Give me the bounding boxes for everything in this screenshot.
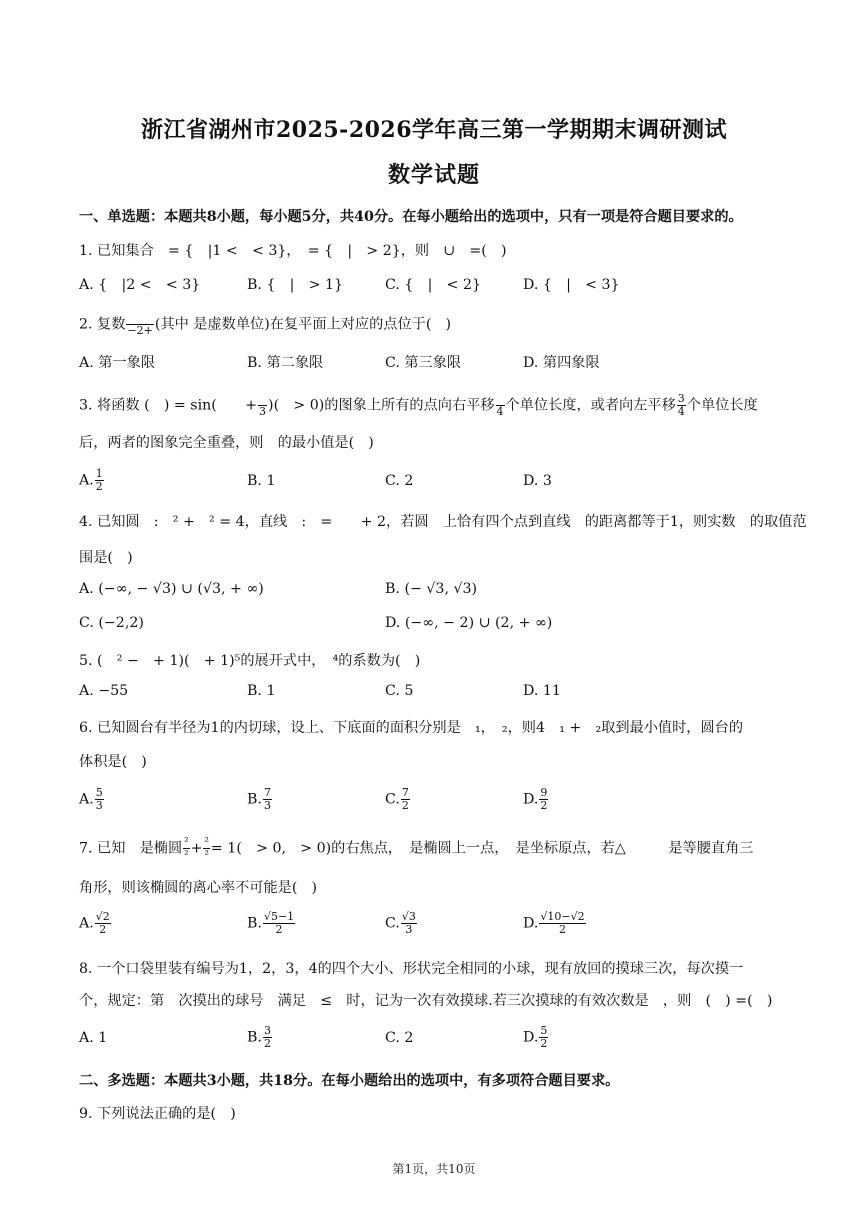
question-7-line-1	[79, 836, 753, 861]
question-3-fraction-3-den: 3	[259, 405, 267, 418]
question-7-option-d-fraction	[539, 911, 585, 936]
question-8-option-b-den: 2	[263, 1037, 271, 1050]
question-6-option-d	[523, 787, 549, 812]
question-7-option-c	[385, 911, 418, 936]
question-3-option-a-den: 2	[95, 480, 103, 493]
question-3-option-a-label: A.	[79, 472, 94, 489]
question-7-option-c-num: √3	[401, 910, 416, 923]
question-7-fraction-x-den: ²	[184, 848, 189, 861]
question-8-option-b-num: 3	[263, 1024, 271, 1037]
question-5-option-d: D. 11	[523, 683, 561, 699]
question-3-option-d: D. 3	[523, 473, 552, 489]
question-6-line-1: 6. 已知圆台有半径为1的内切球，设上、下底面的面积分别是 ₁， ₂，则4 ₁ + ₂取到最小值时，圆台的	[79, 720, 744, 736]
question-1-option-d: D. { | < 3}	[523, 277, 620, 293]
question-7-fraction-x	[183, 836, 189, 861]
question-8-option-d	[523, 1025, 549, 1050]
question-7-option-d-num: √10−√2	[540, 910, 585, 923]
question-5-option-c: C. 5	[385, 683, 414, 699]
question-6-option-b-num: 7	[263, 786, 271, 799]
question-2-stem-post: (其中 是虚数单位)在复平面上对应的点位于( )	[154, 316, 452, 333]
question-7-option-a	[79, 911, 112, 936]
question-3-fraction-4-den: 4	[496, 405, 504, 418]
question-8-option-d-fraction	[539, 1025, 548, 1050]
question-6-option-d-label: D.	[523, 791, 539, 808]
question-3-line-2: 后，两者的图象完全重叠，则 的最小值是( )	[79, 435, 374, 451]
question-7-text-b: = 1( > 0, > 0)的右焦点， 是椭圆上一点， 是坐标原点，若△ 是等腰直角三	[210, 840, 754, 857]
question-2-option-c: C. 第三象限	[385, 355, 462, 371]
question-6-option-d-den: 2	[540, 799, 548, 812]
question-7-fraction-x-num: ²	[184, 835, 189, 848]
question-1-option-b: B. { | > 1}	[247, 277, 344, 293]
exam-title: 浙江省湖州市2025-2026学年高三第一学期期末调研测试	[140, 117, 728, 143]
question-2-option-d: D. 第四象限	[523, 355, 600, 371]
question-3-fraction-3pi-4	[677, 393, 686, 418]
question-7-plus: +	[190, 840, 203, 857]
question-6-option-a-num: 5	[95, 786, 103, 799]
question-8-option-d-label: D.	[523, 1029, 539, 1046]
question-7-option-b-num: √5−1	[263, 910, 295, 923]
question-8-option-b-label: B.	[247, 1029, 262, 1046]
question-2-option-b: B. 第二象限	[247, 355, 324, 371]
question-6-option-a-label: A.	[79, 791, 94, 808]
question-7-option-b-label: B.	[247, 915, 262, 932]
question-7-option-d-den: 2	[559, 923, 566, 936]
question-8-option-c: C. 2	[385, 1030, 414, 1046]
question-7-fraction-y-den: ²	[204, 848, 209, 861]
section-1-heading: 一、单选题：本题共8小题，每小题5分，共40分。在每小题给出的选项中，只有一项是符合题目要求的。	[79, 209, 743, 225]
question-6-option-d-num: 9	[540, 786, 548, 799]
question-6-option-a-den: 3	[95, 799, 103, 812]
question-6-line-2: 体积是( )	[79, 754, 147, 770]
question-7-option-b	[247, 911, 296, 936]
question-7-fraction-y	[203, 836, 209, 861]
question-3-fraction-34-num: 3	[677, 392, 685, 405]
question-7-option-d	[523, 911, 587, 936]
question-6-option-b-den: 3	[263, 799, 271, 812]
question-8-option-d-num: 5	[540, 1024, 548, 1037]
question-1-stem: 1. 已知集合 = { |1 < < 3}， = { | > 2}，则 ∪ =( )	[79, 243, 507, 259]
question-3-option-a	[79, 468, 105, 493]
question-7-fraction-y-num: ²	[204, 835, 209, 848]
question-3-text-a: 3. 将函数 ( ) = sin( +	[79, 397, 258, 414]
question-7-option-b-fraction	[263, 911, 295, 936]
question-7-option-b-den: 2	[275, 923, 283, 936]
question-3-fraction-pi-4	[496, 393, 505, 418]
question-4-option-d: D. (−∞, − 2) ∪ (2, + ∞)	[385, 615, 553, 631]
question-8-line-1: 8. 一个口袋里装有编号为1，2，3，4的四个大小、形状完全相同的小球，现有放回的摸球三次，每次摸一	[79, 961, 744, 977]
question-6-option-c-num: 7	[401, 786, 409, 799]
question-2-option-a: A. 第一象限	[79, 355, 156, 371]
exam-subtitle: 数学试题	[387, 162, 480, 188]
page-footer: 第1页，共10页	[392, 1162, 476, 1176]
question-4-line-1: 4. 已知圆 : ² + ² = 4，直线 : = + 2，若圆 上恰有四个点到直线 的距离都等于1，则实数 的取值范	[79, 514, 807, 530]
question-8-line-2: 个，规定：第 次摸出的球号 满足 ≤ 时，记为一次有效摸球.若三次摸球的有效次数是 ，则 ( ) =( )	[79, 993, 773, 1009]
question-4-option-a: A. (−∞, − √3) ∪ (√3, + ∞)	[79, 581, 264, 597]
question-3-line-1	[79, 393, 758, 418]
question-7-option-a-fraction	[95, 911, 111, 936]
question-7-option-c-den: 3	[405, 923, 413, 936]
question-3-option-c: C. 2	[385, 473, 414, 489]
question-2-fraction	[126, 312, 153, 337]
question-7-line-2: 角形，则该椭圆的离心率不可能是( )	[79, 880, 318, 896]
question-6-option-d-fraction	[539, 787, 548, 812]
question-6-option-b-label: B.	[247, 791, 262, 808]
question-3-option-b: B. 1	[247, 473, 276, 489]
question-6-option-c-label: C.	[385, 791, 400, 808]
question-7-text-a: 7. 已知 是椭圆	[79, 840, 183, 857]
question-7-option-a-label: A.	[79, 915, 94, 932]
question-6-option-c-fraction	[401, 787, 410, 812]
question-2-stem	[79, 312, 451, 337]
question-6-option-b-fraction	[263, 787, 272, 812]
question-3-text-d: 个单位长度	[686, 397, 758, 414]
question-8-option-a: A. 1	[79, 1030, 108, 1046]
section-2-heading: 二、多选题：本题共3小题，共18分。在每小题给出的选项中，有多项符合题目要求。	[79, 1073, 620, 1089]
question-1-option-a: A. { |2 < < 3}	[79, 277, 201, 293]
question-7-option-d-label: D.	[523, 915, 539, 932]
question-7-option-a-den: 2	[99, 923, 107, 936]
question-4-line-2: 围是( )	[79, 550, 133, 566]
question-6-option-c	[385, 787, 411, 812]
question-2-stem-pre: 2. 复数	[79, 316, 126, 333]
question-6-option-b	[247, 787, 273, 812]
question-4-option-c: C. (−2,2)	[79, 615, 144, 631]
question-6-option-c-den: 2	[401, 799, 409, 812]
question-8-option-b-fraction	[263, 1025, 272, 1050]
question-4-option-b: B. (− √3, √3)	[385, 581, 478, 597]
question-5-option-a: A. −55	[79, 683, 129, 699]
question-8-option-d-den: 2	[540, 1037, 548, 1050]
question-6-option-a	[79, 787, 105, 812]
question-9-stem: 9. 下列说法正确的是( )	[79, 1106, 236, 1122]
question-5-option-b: B. 1	[247, 683, 276, 699]
question-3-text-c: 个单位长度，或者向左平移	[505, 397, 676, 414]
question-1-option-c: C. { | < 2}	[385, 277, 482, 293]
question-3-option-a-num: 1	[95, 467, 103, 480]
question-7-option-c-label: C.	[385, 915, 400, 932]
question-3-fraction-34-den: 4	[677, 405, 685, 418]
question-3-fraction-pi-3	[258, 393, 267, 418]
question-3-option-a-fraction	[95, 468, 104, 493]
question-5-stem: 5. ( ² − + 1)( + 1)⁵的展开式中， ⁴的系数为( )	[79, 653, 421, 669]
question-2-fraction-denominator: −2+	[127, 324, 153, 337]
question-8-option-b	[247, 1025, 273, 1050]
question-3-text-b: )( > 0)的图象上所有的点向右平移	[268, 397, 495, 414]
question-7-option-c-fraction	[401, 911, 417, 936]
question-7-option-a-num: √2	[95, 910, 110, 923]
question-6-option-a-fraction	[95, 787, 104, 812]
